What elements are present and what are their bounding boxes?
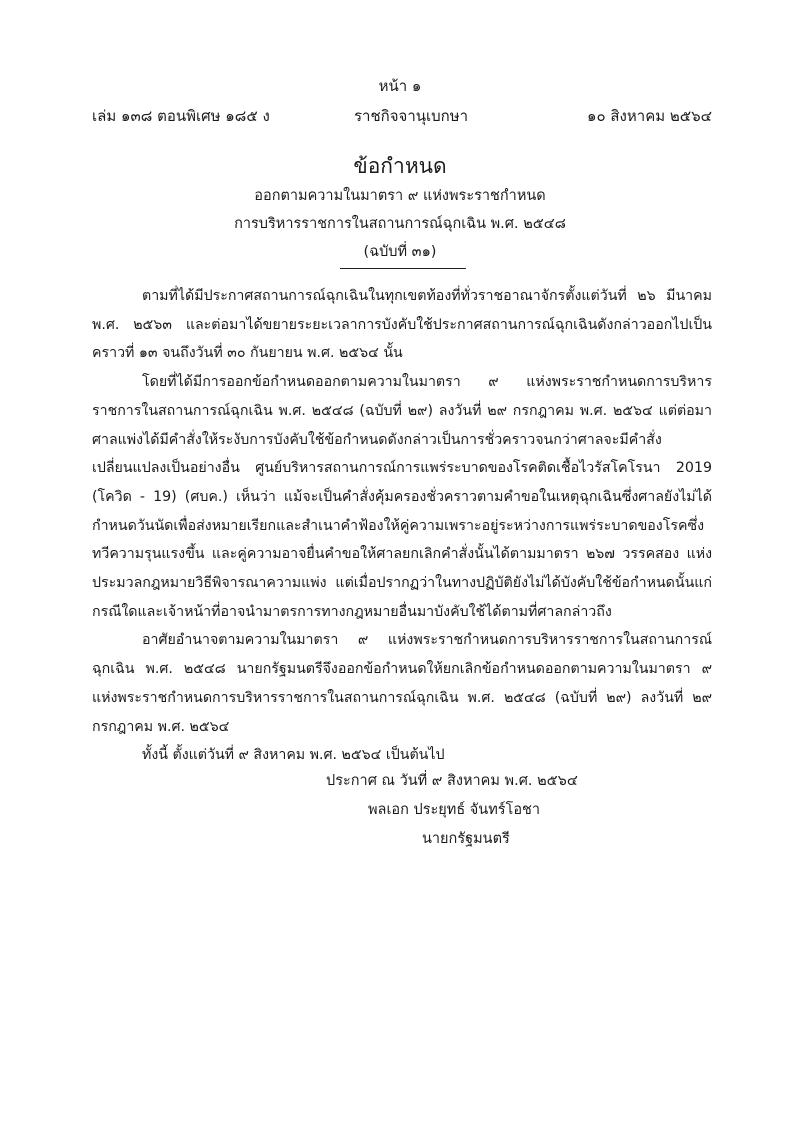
paragraph-3: อาศัยอำนาจตามความในมาตรา ๙ แห่งพระราชกำหนดการบริหารราชการในสถานการณ์ฉุกเฉิน พ.ศ. ๒๕๔๘ นายกรัฐมนตรีจึงออกข้อกำหนดให้ยกเลิกข้อกำหนดออกตามความในมาตรา ๙ แห่งพระราชกำหนดการบริหารราชการในสถานการณ์ฉุกเฉิน พ.ศ. ๒๕๔๘ (ฉบับที่ ๒๙) ลงวันที่ ๒๙ กรกฎาคม พ.ศ. ๒๕๖๔ xyxy=(92,632,712,735)
document-subtitle-1: ออกตามความในมาตรา ๙ แห่งพระราชกำหนด xyxy=(254,188,546,204)
signatory-name: พลเอก ประยุทธ์ จันทร์โอชา xyxy=(368,802,541,818)
publication-name: ราชกิจจานุเบกษา xyxy=(354,107,469,125)
publication-date: ๑๐ สิงหาคม ๒๕๖๔ xyxy=(586,107,712,125)
page-number: หน้า ๑ xyxy=(378,77,422,95)
gazette-header xyxy=(92,104,712,128)
paragraph-2: โดยที่ได้มีการออกข้อกำหนดออกตามความในมาตรา ๙ แห่งพระราชกำหนดการบริหารราชการในสถานการณ์ฉุกเฉิน พ.ศ. ๒๕๔๘ (ฉบับที่ ๒๙) ลงวันที่ ๒๙ กรกฎาคม พ.ศ. ๒๕๖๔ แต่ต่อมาศาลแพ่งได้มีคำสั่งให้ระงับการบังคับใช้ข้อกำหนดดังกล่าวเป็นการชั่วคราวจนกว่าศาลจะมีคำสั่งเปลี่ยนแปลงเป็นอย่างอื่น ศูนย์บริหารสถานการณ์การแพร่ระบาดของโรคติดเชื้อไวรัสโคโรนา 2019 (โควิด - 19) (ศบค.) เห็นว่า แม้จะเป็นคำสั่งคุ้มครองชั่วคราวตามคำขอในเหตุฉุกเฉินซึ่งศาลยังไม่ได้กำหนดวันนัดเพื่อส่งหมายเรียกและสำเนาคำฟ้องให้คู่ความเพราะอยู่ระหว่างการแพร่ระบาดของโรคซึ่งทวีความรุนแรงขึ้น และคู่ความอาจยื่นคำขอให้ศาลยกเลิกคำสั่งนั้นได้ตามมาตรา ๒๖๗ วรรคสอง แห่งประมวลกฎหมายวิธีพิจารณาความแพ่ง แต่เมื่อปรากฏว่าในทางปฏิบัติยังไม่ได้บังคับใช้ข้อกำหนดนั้นแก่กรณีใดและเจ้าหน้าที่อาจนำมาตรการทางกฎหมายอื่นมาบังคับใช้ได้ตามที่ศาลกล่าวถึง xyxy=(92,374,712,620)
announcement-date: ประกาศ ณ วันที่ ๙ สิงหาคม พ.ศ. ๒๕๖๔ xyxy=(326,773,578,789)
document-title: ข้อกำหนด xyxy=(353,154,447,178)
paragraph-1: ตามที่ได้มีประกาศสถานการณ์ฉุกเฉินในทุกเขตท้องที่ทั่วราชอาณาจักรตั้งแต่วันที่ ๒๖ มีนาคม พ.ศ. ๒๕๖๓ และต่อมาได้ขยายระยะเวลาการบังคับใช้ประกาศสถานการณ์ฉุกเฉินดังกล่าวออกไปเป็นคราวที่ ๑๓ จนถึงวันที่ ๓๐ กันยายน พ.ศ. ๒๕๖๔ นั้น xyxy=(92,288,712,362)
document-subtitle-3: (ฉบับที่ ๓๑) xyxy=(363,244,437,260)
paragraph-4: ทั้งนี้ ตั้งแต่วันที่ ๙ สิงหาคม พ.ศ. ๒๕๖๔ เป็นต้นไป xyxy=(142,747,445,764)
document-body xyxy=(92,282,712,770)
title-divider xyxy=(340,268,466,269)
volume-info: เล่ม ๑๓๘ ตอนพิเศษ ๑๘๕ ง xyxy=(92,107,270,125)
document-subtitle-2: การบริหารราชการในสถานการณ์ฉุกเฉิน พ.ศ. ๒๕๔๘ xyxy=(234,216,566,232)
signatory-position: นายกรัฐมนตรี xyxy=(422,831,510,847)
